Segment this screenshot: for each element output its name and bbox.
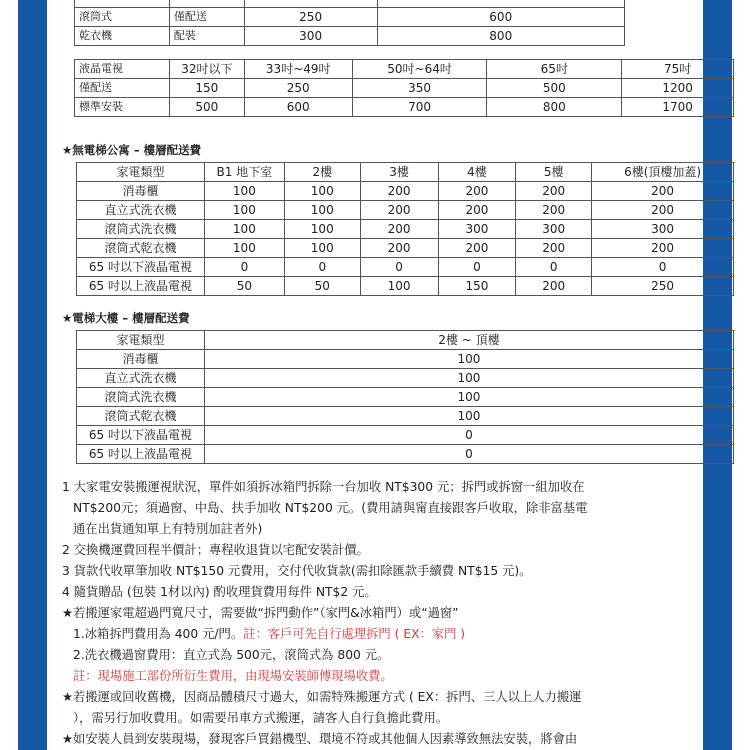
section-title-walkup: ★無電梯公寓 – 樓層配送費 — [62, 143, 202, 157]
left-border — [0, 0, 47, 750]
table-row: 直立式洗衣機 100 100 200 200 200 200 — [77, 201, 734, 220]
table-row: 滾筒式乾衣機 100 — [77, 407, 734, 426]
note-5b: 2.洗衣機過窗費用：直立式為 500元，滾筒式為 800 元。 — [73, 648, 390, 662]
table-row: 65 吋以下液晶電視 0 — [77, 426, 734, 445]
note-1-line-2: NT$200元；須過窗、中島、扶手加收 NT$200 元。(費用請與甯直接跟客戶收取，除非富基電 — [73, 501, 588, 515]
note-3: 3 貨款代收單筆加收 NT$150 元費用，交付代收貨款(需扣除匯款手續費 NT$15 元)。 — [62, 564, 532, 578]
note-2: 2 交換機運費回程半價計；專程收退貨以宅配安裝計價。 — [62, 543, 369, 557]
table-row: 滾筒式乾衣機 100 100 200 200 200 200 — [77, 239, 734, 258]
table-header-row: 液晶電視 32吋以下 33吋~49吋 50吋~64吋 65吋 75吋 — [75, 60, 734, 79]
note-5a: 1.冰箱拆門費用為 400 元/門。註：客戶可先自行處理拆門 ( EX：家門 ) — [73, 627, 466, 641]
table-row: 滾筒式 僅配送 250 600 — [75, 8, 625, 27]
table-row: 僅配送 150 250 350 500 1200 — [75, 79, 734, 98]
table-row: 標準安裝 500 600 700 800 1700 — [75, 98, 734, 117]
document-page — [47, 0, 703, 750]
note-5: ★若搬運家電超過門寬尺寸，需要做“拆門動作”（家門&冰箱門）或“過窗” — [62, 606, 459, 620]
note-4: 4 隨貨贈品 (包裝 1材以內) 酌收理貨費用每件 NT$2 元。 — [62, 585, 377, 599]
table-row: 65 吋以下液晶電視 0 0 0 0 0 0 — [77, 258, 734, 277]
table-row: 消毒櫃 100 — [77, 350, 734, 369]
note-6-line-1: ★若搬運或回收舊機，因商品體積尺寸過大，如需特殊搬運方式 ( EX：拆門、三人以上人力搬運 — [62, 690, 582, 704]
table-header-row: 家電類型 2樓 ~ 頂樓 — [77, 331, 734, 350]
walkup-fee-table — [76, 162, 734, 296]
table-row: 滾筒式洗衣機 100 100 200 300 300 300 — [77, 220, 734, 239]
table-row: 乾衣機 配裝 300 800 — [75, 27, 625, 46]
table-row: 直立式洗衣機 100 — [77, 369, 734, 388]
note-1-line-3: 通在出貨通知單上有特別加註者外) — [73, 522, 263, 536]
table-row: 滾筒式洗衣機 100 — [77, 388, 734, 407]
note-5c: 註：現場施工部份所衍生費用，由現場安裝師傅現場收費。 — [73, 669, 393, 683]
notes-section — [62, 477, 722, 750]
section-title-elevator: ★電梯大樓 – 樓層配送費 — [62, 311, 190, 325]
table-header-row: 家電類型 B1 地下室 2樓 3樓 4樓 5樓 6樓(頂樓加蓋) — [77, 163, 734, 182]
note-7: ★如安裝人員到安裝現場，發現客戶買錯機型、環境不符或其他個人因素導致無法安裝，將會由 — [62, 732, 578, 746]
note-6-line-2: ），需另行加收費用。如需要吊車方式搬運，請客人自行負擔此費用。 — [73, 711, 449, 725]
elevator-fee-table — [76, 330, 734, 464]
note-1-line-1: 1 大家電安裝搬運視狀況，單件如須拆冰箱門拆除一台加收 NT$300 元；拆門或拆窗一組加收在 — [62, 480, 585, 494]
dryer-fee-table — [74, 0, 625, 46]
table-row: 65 吋以上液晶電視 0 — [77, 445, 734, 464]
table-row: 65 吋以上液晶電視 50 50 100 150 200 250 — [77, 277, 734, 296]
table-row: 消毒櫃 100 100 200 200 200 200 — [77, 182, 734, 201]
lcd-tv-fee-table — [74, 59, 734, 117]
